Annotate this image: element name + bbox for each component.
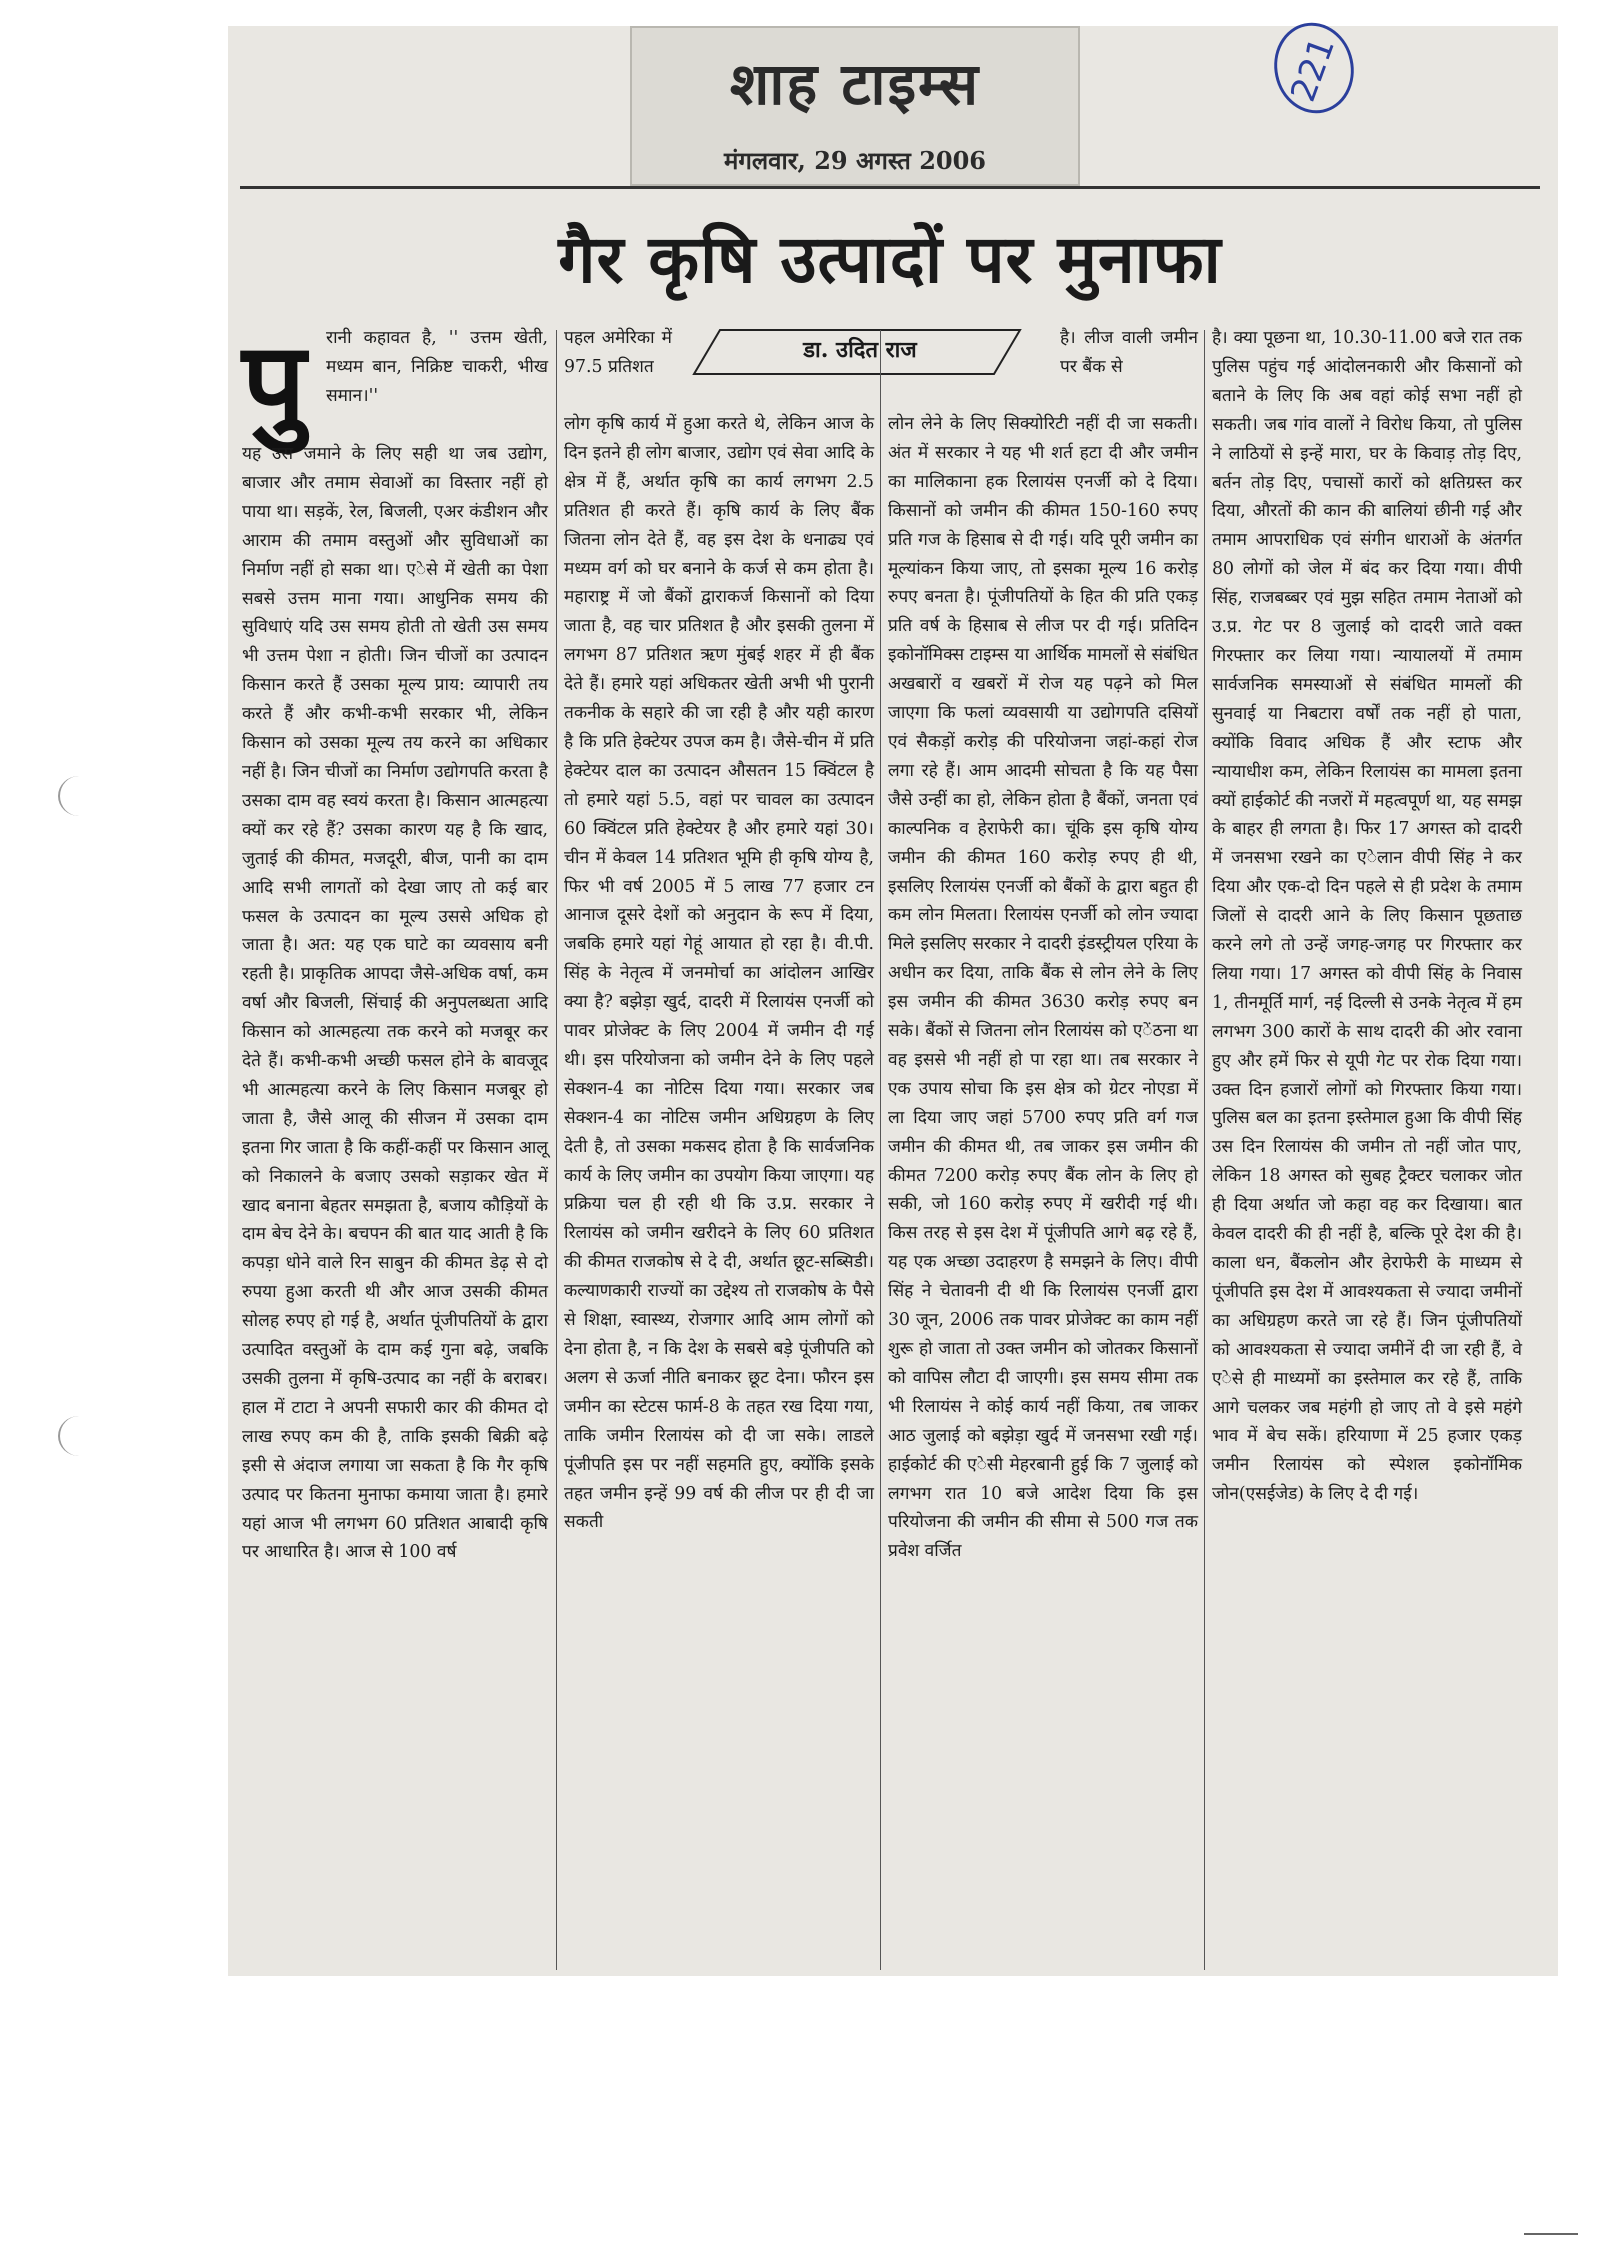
masthead-rule — [240, 186, 1540, 189]
column-divider — [880, 330, 881, 1970]
handwritten-page-number — [1268, 14, 1360, 118]
scan-edge-mark — [1524, 2233, 1578, 2235]
column-4-text: है। क्या पूछना था, 10.30-11.00 बजे रात तक पुलिस पहुंच गई आंदोलनकारी और किसानों को बताने के लिए कि अब वहां कोई सभा नहीं हो सकती। जब गांव वालों ने विरोध किया, तो पुलिस ने लाठियों से इन्हें मारा, घर के किवाड़ तोड़ दिए, बर्तन तोड़ दिए, पचासों कारों को क्षतिग्रस्त कर दिया, औरतों की कान की बालियां छीनी गई और तमाम आपराधिक एवं संगीन धाराओं के अंतर्गत 80 लोगों को जेल में बंद कर दिया गया। वीपी सिंह, राजबब्बर एवं मुझ सहित तमाम नेताओं को उ.प्र. गेट पर 8 जुलाई को दादरी जाते वक्त गिरफ्तार कर लिया गया। न्यायालयों में तमाम सार्वजनिक समस्याओं से संबंधित मामलों की सुनवाई या निबटारा वर्षों तक नहीं हो पाता, क्योंकि विवाद अधिक हैं और स्टाफ और न्यायाधीश कम, लेकिन रिलायंस का मामला इतना क्यों हाईकोर्ट की नजरों में महत्वपूर्ण था, यह समझ के बाहर ही लगता है। फिर 17 अगस्त को दादरी में जनसभा रखने का एेलान वीपी सिंह ने कर दिया और एक-दो दिन पहले से ही प्रदेश के तमाम जिलों से दादरी आने के लिए किसान पूछताछ करने लगे तो उन्हें जगह-जगह पर गिरफ्तार कर लिया गया। 17 अगस्त को वीपी सिंह के निवास 1, तीनमूर्ति मार्ग, नई दिल्ली से उनके नेतृत्व में हम लगभग 300 कारों के साथ दादरी की ओर रवाना हुए और हमें फिर से यूपी गेट पर रोक दिया गया। उक्त दिन हजारों लोगों को गिरफ्तार किया गया। पुलिस बल का इतना इस्तेमाल हुआ कि वीपी सिंह उस दिन रिलायंस की जमीन तो नहीं जोत पाए, लेकिन 18 अगस्त को सुबह ट्रैक्टर चलाकर जोत ही दिया अर्थात जो कहा वह कर दिखाया। बात केवल दादरी की ही नहीं है, बल्कि पूरे देश की है। काला धन, बैंकलोन और हेराफेरी के माध्यम से पूंजीपति इस देश में आवश्यकता से ज्यादा जमीनों का अधिग्रहण करते जा रहे हैं। जिन पूंजीपतियों को आवश्यकता से ज्यादा जमीनें दी जा रही हैं, वे एेसे ही माध्यमों का इस्तेमाल कर रहे हैं, ताकि आगे चलकर जब महंगी हो जाए तो वे इसे महंगे भाव में बेच सकें। हरियाणा में 25 हजार एकड़ जमीन रिलायंस को स्पेशल इकोनॉमिक जोन(एसईजेड) के लिए दे दी गई। — [1212, 328, 1522, 1505]
drop-cap: पु — [242, 318, 306, 449]
headline: गैर कृषि उत्पादों पर मुनाफा — [558, 220, 1222, 298]
column-3-intro: है। लीज वाली जमीन पर बैंक से — [1060, 328, 1198, 377]
column-2-text: लोग कृषि कार्य में हुआ करते थे, लेकिन आज के दिन इतने ही लोग बाजार, उद्योग एवं सेवा आदि के क्षेत्र में हैं, अर्थात कृषि का कार्य लगभग 2.5 प्रतिशत ही करते हैं। कृषि कार्य के लिए बैंक जितना लोन देते हैं, वह इस देश के धनाढ्य एवं मध्यम वर्ग को घर बनाने के कर्ज से कम होता है। महाराष्ट्र में जो बैंकों द्वाराकर्ज किसानों को दिया जाता है, वह चार प्रतिशत है और इसकी तुलना में लगभग 87 प्रतिशत ऋण मुंबई शहर में ही बैंक देते हैं। हमारे यहां अधिकतर खेती अभी भी पुरानी तकनीक के सहारे की जा रही है और यही कारण है कि प्रति हेक्टेयर उपज कम है। जैसे-चीन में प्रति हेक्टेयर दाल का उत्पादन औसतन 15 क्विंटल है तो हमारे यहां 5.5, वहां पर चावल का उत्पादन 60 क्विंटल प्रति हेक्टेयर है और हमारे यहां 30। चीन में केवल 14 प्रतिशत भूमि ही कृषि योग्य है, फिर भी वर्ष 2005 में 5 लाख 77 हजार टन आनाज दूसरे देशों को अनुदान के रूप में दिया, जबकि हमारे यहां गेहूं आयात हो रहा है। वी.पी. सिंह के नेतृत्व में जनमोर्चा का आंदोलन आखिर क्या है? बझेड़ा खुर्द, दादरी में रिलायंस एनर्जी को पावर प्रोजेक्ट के लिए 2004 में जमीन दी गई थी। इस परियोजना को जमीन देने के लिए पहले सेक्शन-4 का नोटिस दिया गया। सरकार जब सेक्शन-4 का नोटिस जमीन अधिग्रहण के लिए देती है, तो उसका मकसद होता है कि सार्वजनिक कार्य के लिए जमीन का उपयोग किया जाएगा। यह प्रक्रिया चल ही रही थी कि उ.प्र. सरकार ने रिलायंस को जमीन खरीदने के लिए 60 प्रतिशत की कीमत राजकोष से दे दी, अर्थात छूट-सब्सिडी। कल्याणकारी राज्यों का उद्देश्य तो राजकोष के पैसे से शिक्षा, स्वास्थ्य, रोजगार आदि आम लोगों को देना होता है, न कि देश के सबसे बड़े पूंजीपति को अलग से ऊर्जा नीति बनाकर छूट देना। फौरन इस जमीन का स्टेटस फार्म-8 के तहत रख दिया गया, ताकि जमीन रिलायंस को दी जा सके। लाडले पूंजीपति इस पर नहीं सहमति हुए, क्योंकि इसके तहत जमीन इन्हें 99 वर्ष की लीज पर ही दी जा सकती — [564, 414, 874, 1533]
column-3-text: लोन लेने के लिए सिक्योरिटी नहीं दी जा सकती। अंत में सरकार ने यह भी शर्त हटा दी और जमीन का मालिकाना हक रिलायंस एनर्जी को दे दिया। किसानों को जमीन की कीमत 150-160 रुपए प्रति गज के हिसाब से दी गई। यदि पूरी जमीन का मूल्यांकन किया जाए, तो इसका मूल्य 16 करोड़ रुपए बनता है। पूंजीपतियों के हित की प्रति एकड़ प्रति वर्ष के हिसाब से लीज पर दी गई। प्रतिदिन इकोनॉमिक्स टाइम्स या आर्थिक मामलों से संबंधित अखबारों व खबरों में रोज यह पढ़ने को मिल जाएगा कि फलां व्यवसायी या उद्योगपति दसियों एवं सैकड़ों करोड़ की परियोजना जहां-कहां रोज लगा रहे हैं। आम आदमी सोचता है कि यह पैसा जैसे उन्हीं का हो, लेकिन होता है बैंकों, जनता एवं काल्पनिक व हेराफेरी का। चूंकि इस कृषि योग्य जमीन की कीमत 160 करोड़ रुपए ही थी, इसलिए रिलायंस एनर्जी को बैंकों के द्वारा बहुत ही कम लोन मिलता। रिलायंस एनर्जी को लोन ज्यादा मिले इसलिए सरकार ने दादरी इंडस्ट्रीयल एरिया के अधीन कर दिया, ताकि बैंक से लोन लेने के लिए इस जमीन की कीमत 3630 करोड़ रुपए बन सके। बैंकों से जितना लोन रिलायंस को एेंठना था वह इससे भी नहीं हो पा रहा था। तब सरकार ने एक उपाय सोचा कि इस क्षेत्र को ग्रेटर नोएडा में ला दिया जाए जहां 5700 रुपए प्रति वर्ग गज जमीन की कीमत थी, तब जाकर इस जमीन की कीमत 7200 करोड़ रुपए बैंक लोन के लिए हो सकी, जो 160 करोड़ रुपए में खरीदी गई थी। किस तरह से इस देश में पूंजीपति आगे बढ़ रहे हैं, यह एक अच्छा उदाहरण है समझने के लिए। वीपी सिंह ने चेतावनी दी थी कि रिलायंस एनर्जी द्वारा 30 जून, 2006 तक पावर प्रोजेक्ट का काम नहीं शुरू हो जाता तो उक्त जमीन को जोतकर किसानों को वापिस लौटा दी जाएगी। इस समय सीमा तक भी रिलायंस ने कोई कार्य नहीं किया, तब जाकर आठ जुलाई को बझेड़ा खुर्द में जनसभा रखी गई। हाईकोर्ट की एेसी मेहरबानी हुई कि 7 जुलाई को लगभग रात 10 बजे आदेश दिया कि इस परियोजना की जमीन की सीमा से 500 गज तक प्रवेश वर्जित — [888, 414, 1198, 1562]
author-byline: डा. उदित राज — [803, 337, 917, 363]
column-divider — [1204, 330, 1205, 1970]
article-column-4 — [1212, 324, 1522, 1974]
punch-hole — [58, 776, 100, 816]
article-column-2 — [564, 324, 874, 1974]
lead-text: रानी कहावत है, '' उत्तम खेती, मध्यम बान, निक्रिष्ट चाकरी, भीख समान।'' — [326, 328, 548, 406]
article-column-1 — [242, 318, 548, 1974]
issue-date: मंगलवार, 29 अगस्त 2006 — [724, 146, 986, 175]
page-number-text: 221 — [1283, 32, 1343, 107]
punch-hole — [58, 1416, 100, 1456]
newspaper-name: शाह टाइम्स — [729, 50, 981, 118]
masthead — [630, 26, 1080, 186]
column-divider — [556, 330, 557, 1970]
column-2-intro: पहल अमेरिका में 97.5 प्रतिशत — [564, 328, 672, 377]
article-column-3 — [888, 324, 1198, 1974]
column-1-text: यह उस जमाने के लिए सही था जब उद्योग, बाजार और तमाम सेवाओं का विस्तार नहीं हो पाया था। सड़कें, रेल, बिजली, एअर कंडीशन और आराम की तमाम वस्तुओं और सुविधाओं का निर्माण नहीं हो सका था। एेसे में खेती का पेशा सबसे उत्तम माना गया। आधुनिक समय की सुविधाएं यदि उस समय होती तो खेती उस समय भी उत्तम पेशा न होती। जिन चीजों का उत्पादन किसान करते हैं उसका मूल्य प्राय: व्यापारी तय करते हैं और कभी-कभी सरकार भी, लेकिन किसान को उसका मूल्य तय करने का अधिकार नहीं है। जिन चीजों का निर्माण उद्योगपति करता है उसका दाम वह स्वयं करता है। किसान आत्महत्या क्यों कर रहे हैं? उसका कारण यह है कि खाद, जुताई की कीमत, मजदूरी, बीज, पानी का दाम आदि सभी लागतों को देखा जाए तो कई बार फसल के उत्पादन का मूल्य उससे अधिक हो जाता है। अत: यह एक घाटे का व्यवसाय बनी रहती है। प्राकृतिक आपदा जैसे-अधिक वर्षा, कम वर्षा और बिजली, सिंचाई की अनुपलब्धता आदि किसान को आत्महत्या तक करने को मजबूर कर देते हैं। कभी-कभी अच्छी फसल होने के बावजूद भी आत्महत्या करने के लिए किसान मजबूर हो जाता है, जैसे आलू की सीजन में उसका दाम इतना गिर जाता है कि कहीं-कहीं पर किसान आलू को निकालने के बजाए उसको सड़ाकर खेत में खाद बनाना बेहतर समझता है, बजाय कौड़ियों के दाम बेच देने के। बचपन की बात याद आती है कि कपड़ा धोने वाले रिन साबुन की कीमत डेढ़ से दो रुपया हुआ करती थी और आज उसकी कीमत सोलह रुपए हो गई है, अर्थात पूंजीपतियों के द्वारा उत्पादित वस्तुओं के दाम कई गुना बढ़े, जबकि उसकी तुलना में कृषि-उत्पाद का नहीं के बराबर। हाल में टाटा ने अपनी सफारी कार की कीमत दो लाख रुपए कम की है, ताकि इसकी बिक्री बढ़े इसी से अंदाज लगाया जा सकता है कि गैर कृषि उत्पाद पर कितना मुनाफा कमाया जाता है। हमारे यहां आज भी लगभग 60 प्रतिशत आबादी कृषि पर आधारित है। आज से 100 वर्ष — [242, 444, 548, 1563]
